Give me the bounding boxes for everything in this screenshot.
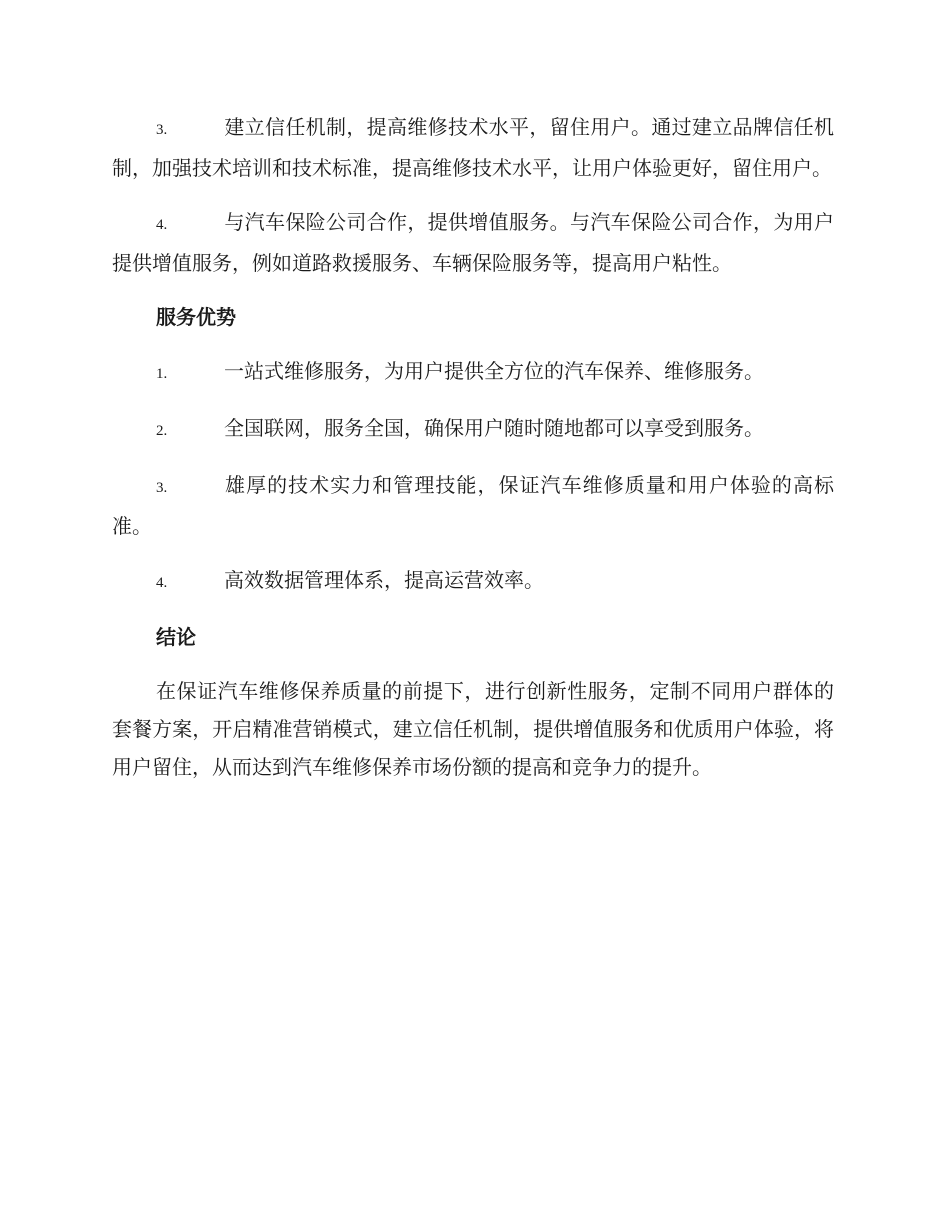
advantage-item-1 <box>112 352 834 393</box>
advantage-item-4 <box>112 561 834 602</box>
section-heading-advantages: 服务优势 <box>156 305 236 329</box>
advantage-item-3 <box>112 466 834 545</box>
strategy-item-4 <box>112 203 834 282</box>
list-item-text: 一站式维修服务，为用户提供全方位的汽车保养、维修服务。 <box>224 359 764 383</box>
section-heading-conclusion: 结论 <box>156 625 196 649</box>
list-item-text: 全国联网，服务全国，确保用户随时随地都可以享受到服务。 <box>224 416 764 440</box>
list-number: 4. <box>156 217 168 233</box>
strategy-item-3 <box>112 108 834 187</box>
list-number: 3. <box>156 480 168 496</box>
list-item-text: 建立信任机制，提高维修技术水平，留住用户。通过建立品牌信任机制，加强技术培训和技术标准，提高维修技术水平，让用户体验更好，留住用户。 <box>112 115 834 180</box>
list-number: 4. <box>156 575 168 591</box>
document-content <box>112 108 834 786</box>
list-item-text: 雄厚的技术实力和管理技能，保证汽车维修质量和用户体验的高标准。 <box>112 473 834 538</box>
list-item-text: 与汽车保险公司合作，提供增值服务。与汽车保险公司合作，为用户提供增值服务，例如道路救援服务、车辆保险服务等，提高用户粘性。 <box>112 210 834 275</box>
list-number: 1. <box>156 366 168 382</box>
list-item-text: 高效数据管理体系，提高运营效率。 <box>224 568 544 592</box>
conclusion-paragraph: 在保证汽车维修保养质量的前提下，进行创新性服务，定制不同用户群体的套餐方案，开启精准营销模式，建立信任机制，提供增值服务和优质用户体验，将用户留住，从而达到汽车维修保养市场份额的提高和竞争力的提升。 <box>112 679 834 779</box>
list-number: 2. <box>156 423 168 439</box>
advantage-item-2 <box>112 409 834 450</box>
list-number: 3. <box>156 122 168 138</box>
